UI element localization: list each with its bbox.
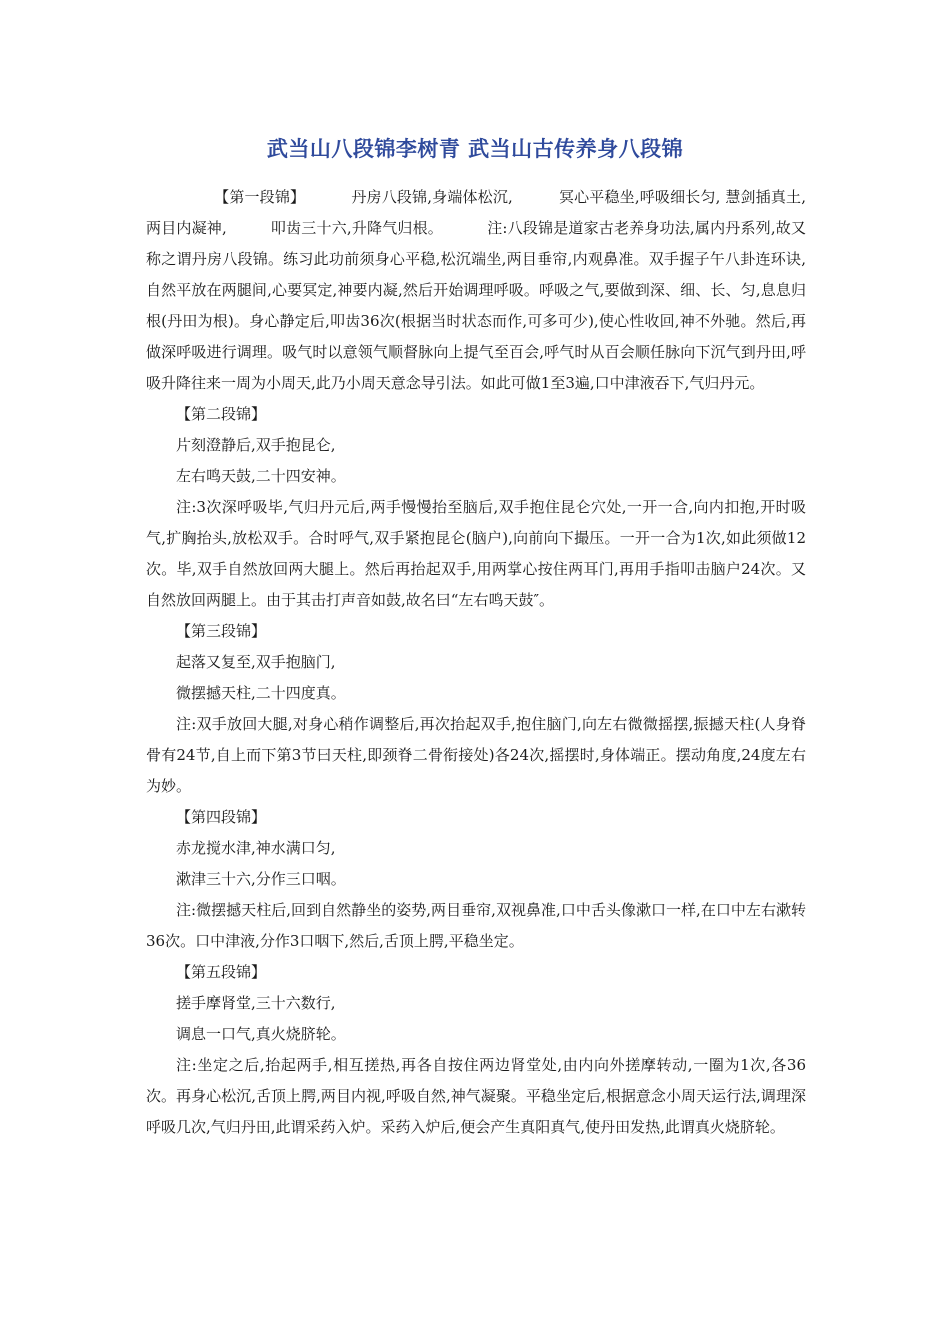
section2-verse-a: 片刻澄静后,双手抱昆仑, bbox=[176, 436, 336, 454]
section3-verse-a: 起落又复至,双手抱脑门, bbox=[176, 653, 336, 671]
document-body bbox=[146, 182, 806, 1143]
section2-heading: 【第二段锦】 bbox=[176, 405, 267, 423]
section4-note: 注:微摆撼天柱后,回到自然静坐的姿势,两目垂帘,双视鼻准,口中舌头像漱口一样,在口中左右漱转36次。口中津液,分作3口咽下,然后,舌顶上腭,平稳坐定。 bbox=[146, 901, 806, 950]
section1-verse-d: 叩齿三十六,升降气归根。 bbox=[270, 219, 443, 237]
section2-note: 注:3次深呼吸毕,气归丹元后,两手慢慢抬至脑后,双手抱住昆仑穴处,一开一合,向内扣抱,开时吸气,扩胸抬头,放松双手。合时呼气,双手紧抱昆仑(脑户),向前向下撮压。一开一合为1次,如此须做12次。毕,双手自然放回两大腿上。然后再抬起双手,用两掌心按住两耳门,再用手指叩击脑户24次。又自然放回两腿上。由于其击打声音如鼓,故名曰“左右鸣天鼓″。 bbox=[146, 498, 806, 609]
section5-heading: 【第五段锦】 bbox=[176, 963, 267, 981]
section5-verse-b: 调息一口气,真火烧脐轮。 bbox=[176, 1025, 346, 1043]
section4-verse-b: 漱津三十六,分作三口咽。 bbox=[176, 870, 346, 888]
section1-paragraph bbox=[146, 182, 806, 399]
section3-heading: 【第三段锦】 bbox=[176, 622, 267, 640]
section5-note: 注:坐定之后,抬起两手,相互搓热,再各自按住两边肾堂处,由内向外搓摩转动,一圈为1次,各36次。再身心松沉,舌顶上腭,两目内视,呼吸自然,神气凝聚。平稳坐定后,根据意念小周天运行法,调理深呼吸几次,气归丹田,此谓采药入炉。采药入炉后,便会产生真阳真气,使丹田发热,此谓真火烧脐轮。 bbox=[146, 1056, 806, 1136]
section2-verse-b: 左右鸣天鼓,二十四安神。 bbox=[176, 467, 346, 485]
section1-verse-c: 慧剑插真土,两目内凝神, bbox=[146, 188, 806, 237]
section1-verse-a: 丹房八段锦,身端体松沉, bbox=[351, 188, 513, 206]
section3-verse-b: 微摆撼天柱,二十四度真。 bbox=[176, 684, 346, 702]
section3-note: 注:双手放回大腿,对身心稍作调整后,再次抬起双手,抱住脑门,向左右微微摇摆,振撼天柱(人身脊骨有24节,自上而下第3节曰天柱,即颈脊二骨衔接处)各24次,摇摆时,身体端正。摆动角度,24度左右为妙。 bbox=[146, 715, 806, 795]
section1-note: 注:八段锦是道家古老养身功法,属内丹系列,故又称之谓丹房八段锦。练习此功前须身心平稳,松沉端坐,两目垂帘,内观鼻准。双手握子午八卦连环诀,自然平放在两腿间,心要冥定,神要内凝,然后开始调理呼吸。呼吸之气,要做到深、细、长、匀,息息归根(丹田为根)。身心静定后,叩齿36次(根据当时状态而作,可多可少),使心性收回,神不外驰。然后,再做深呼吸进行调理。吸气时以意领气顺督脉向上提气至百会,呼气时从百会顺任脉向下沉气到丹田,呼吸升降往来一周为小周天,此乃小周天意念导引法。如此可做1至3遍,口中津液吞下,气归丹元。 bbox=[146, 219, 806, 392]
section1-verse-b: 冥心平稳坐,呼吸细长匀, bbox=[558, 188, 721, 206]
section5-verse-a: 搓手摩肾堂,三十六数行, bbox=[176, 994, 336, 1012]
section4-verse-a: 赤龙搅水津,神水满口匀, bbox=[176, 839, 336, 857]
section4-heading: 【第四段锦】 bbox=[176, 808, 267, 826]
section1-heading: 【第一段锦】 bbox=[214, 188, 306, 206]
document-title: 武当山八段锦李树青 武当山古传养身八段锦 bbox=[266, 137, 684, 161]
